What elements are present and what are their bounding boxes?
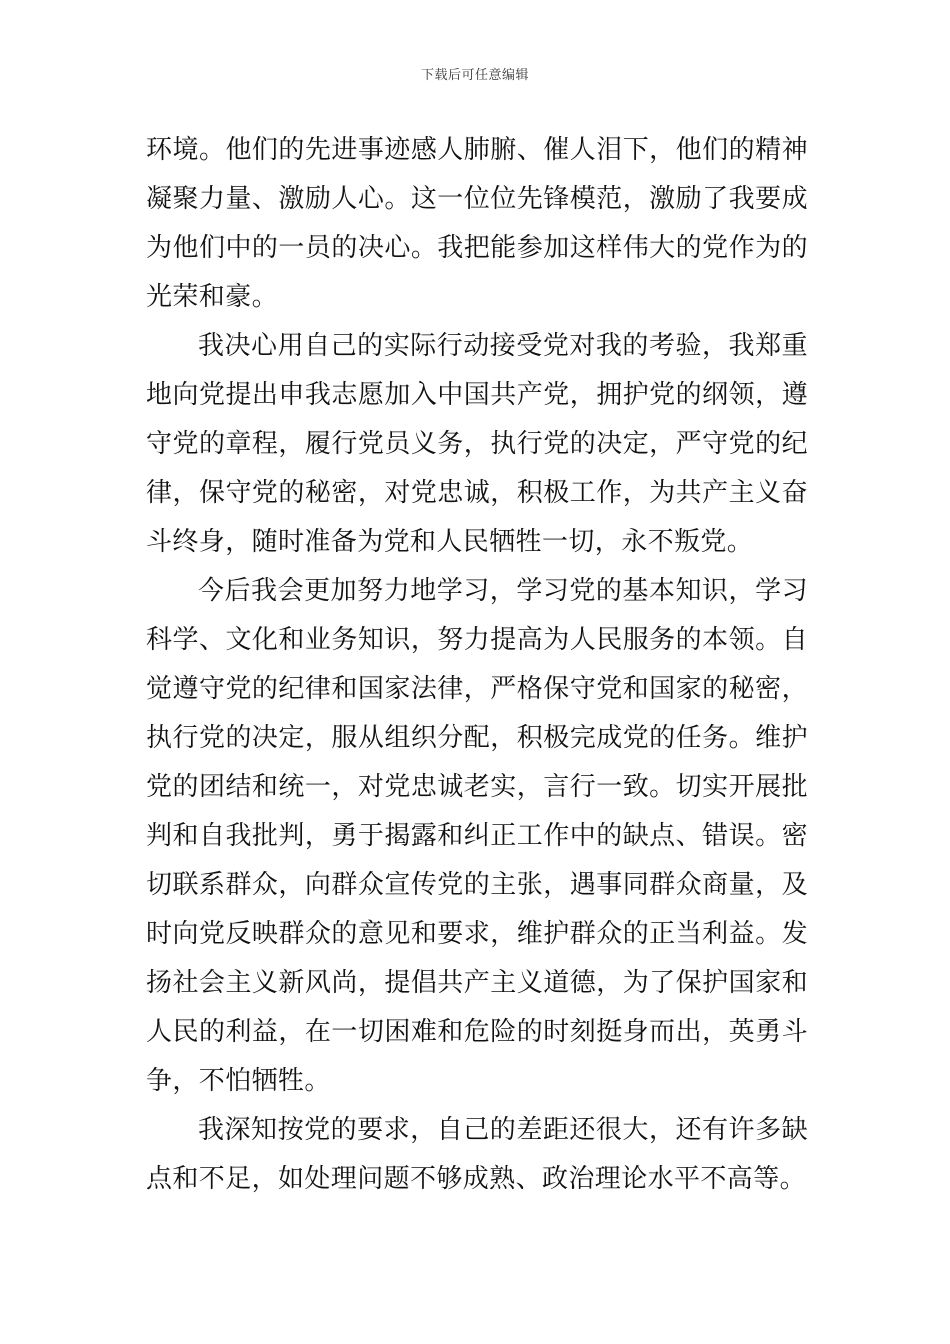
document-body (146, 126, 808, 1204)
paragraph-future-commitment: 今后我会更加努力地学习，学习党的基本知识，学习科学、文化和业务知识，努力提高为人民服务的本领。自觉遵守党的纪律和国家法律，严格保守党和国家的秘密，执行党的决定，服从组织分配，积极完成党的任务。维护党的团结和统一，对党忠诚老实，言行一致。切实开展批判和自我批判，勇于揭露和纠正工作中的缺点、错误。密切联系群众，向群众宣传党的主张，遇事同群众商量，及时向党反映群众的意见和要求，维护群众的正当利益。发扬社会主义新风尚，提倡共产主义道德，为了保护国家和人民的利益，在一切困难和危险的时刻挺身而出，英勇斗争，不怕牺牲。 (146, 576, 808, 1096)
paragraph-continuation: 环境。他们的先进事迹感人肺腑、催人泪下，他们的精神凝聚力量、激励人心。这一位位先锋模范，激励了我要成为他们中的一员的决心。我把能参加这样伟大的党作为的光荣和豪。 (146, 135, 808, 312)
paragraph-shortcomings: 我深知按党的要求，自己的差距还很大，还有许多缺点和不足，如处理问题不够成熟、政治理论水平不高等。 (146, 1115, 808, 1194)
paragraph-resolve: 我决心用自己的实际行动接受党对我的考验，我郑重地向党提出申我志愿加入中国共产党，拥护党的纲领，遵守党的章程，履行党员义务，执行党的决定，严守党的纪律，保守党的秘密，对党忠诚，积极工作，为共产主义奋斗终身，随时准备为党和人民牺牲一切，永不叛党。 (146, 331, 808, 557)
page-header: 下载后可任意编辑 (420, 68, 529, 83)
